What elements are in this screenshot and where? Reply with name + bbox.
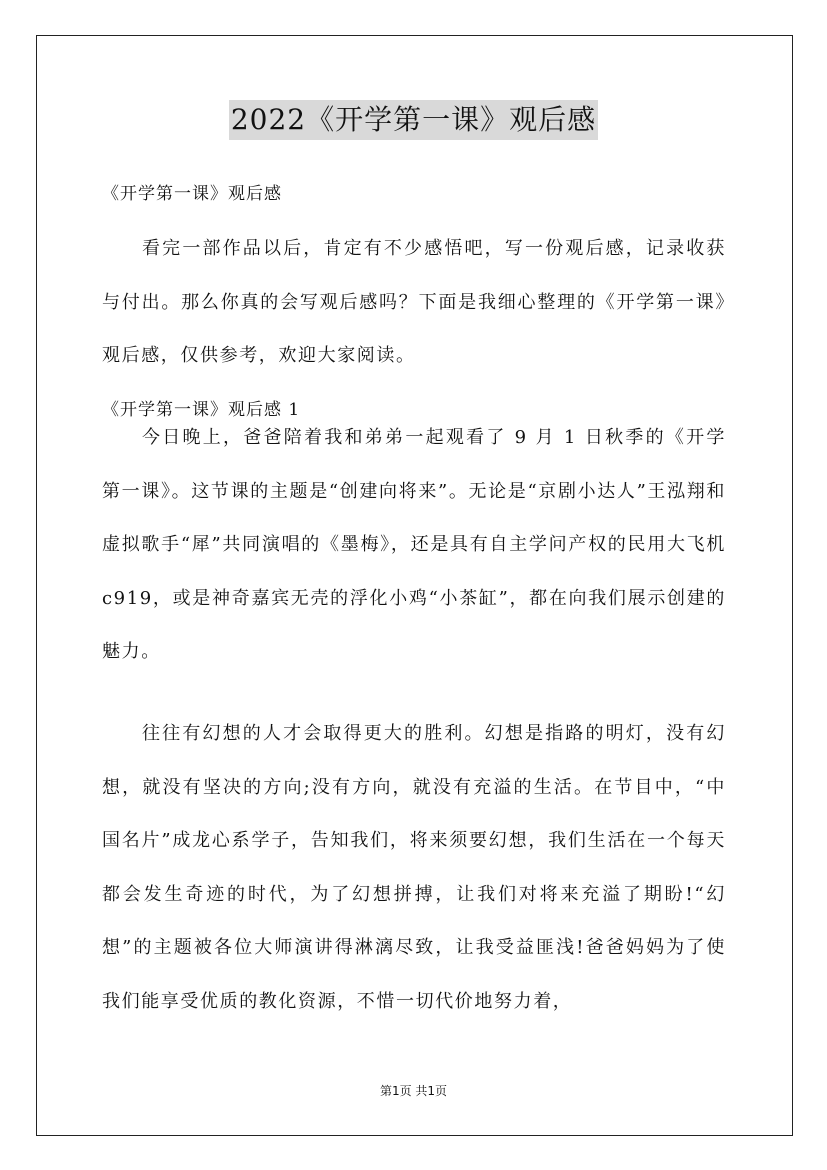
section-heading-main: 《开学第一课》观后感 [102,184,282,204]
intro-paragraph: 看完一部作品以后，肯定有不少感悟吧，写一份观后感，记录收获与付出。那么你真的会写观后感吗？下面是我细心整理的《开学第一课》观后感，仅供参考，欢迎大家阅读。 [102,238,726,366]
page-footer: 第1页 共1页 [379,1084,448,1098]
section-heading-1: 《开学第一课》观后感 1 [102,400,301,420]
document-title: 2022《开学第一课》观后感 [229,100,598,140]
body-paragraph-2: 往往有幻想的人才会取得更大的胜利。幻想是指路的明灯，没有幻想，就没有坚决的方向;没有方向，就没有充溢的生活。在节目中，“中国名片”成龙心系学子，告知我们，将来须要幻想，我们生活在一个每天都会发生奇迹的时代，为了幻想拼搏，让我们对将来充溢了期盼!“幻想”的主题被各位大师演讲得淋漓尽致，让我受益匪浅!爸爸妈妈为了使我们能享受优质的教化资源，不惜一切代价地努力着， [102,723,726,1012]
document-title-wrapper [0,100,827,140]
body-paragraph-1: 今日晚上，爸爸陪着我和弟弟一起观看了 9 月 1 日秋季的《开学第一课》。这节课的主题是“创建向将来”。无论是“京剧小达人”王泓翔和虚拟歌手“犀”共同演唱的《墨梅》，还是具有自主学问产权的民用大飞机 c919，或是神奇嘉宾无壳的浮化小鸡“小茶缸”，都在向我们展示创建的魅力。 [102,427,726,662]
